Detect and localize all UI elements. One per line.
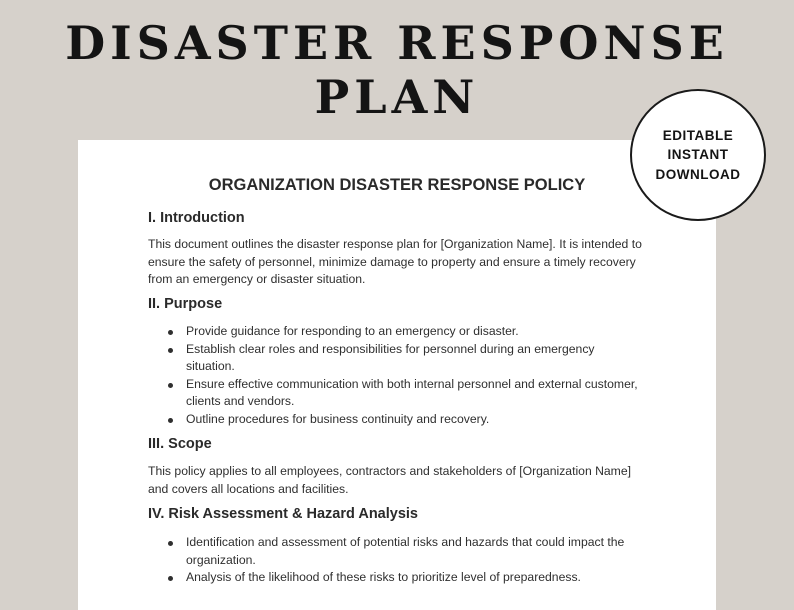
list-item-text: Establish clear roles and responsibilities for personnel during an emergency situation. (186, 341, 595, 373)
bullet-icon (168, 576, 173, 581)
section-heading-scope: III. Scope (148, 436, 212, 452)
section-body-scope: This policy applies to all employees, contractors and stakeholders of [Organization Name] and covers all locations and facilities. (148, 464, 632, 496)
list-item (166, 411, 646, 429)
list-item-text: Identification and assessment of potential risks and hazards that could impact the organization. (186, 535, 625, 567)
bullet-icon (168, 348, 173, 353)
list-item-text: Outline procedures for business continuity and recovery. (186, 411, 490, 426)
list-item (166, 569, 646, 587)
risk-list (166, 534, 646, 587)
document-title: ORGANIZATION DISASTER RESPONSE POLICY (208, 176, 586, 194)
badge-line-3: DOWNLOAD (655, 166, 741, 182)
badge-line-1: EDITABLE (662, 127, 734, 143)
section-heading-purpose: II. Purpose (148, 296, 223, 312)
list-item (166, 323, 646, 341)
list-item-text: Provide guidance for responding to an emergency or disaster. (186, 324, 519, 338)
section-body-introduction: This document outlines the disaster response plan for [Organization Name]. It is intended to ensure the safety of personnel, minimize damage to property and ensure a timely recovery from an emergency or disaster situation. (148, 237, 642, 286)
section-heading-introduction: I. Introduction (148, 210, 245, 226)
list-item-text: Ensure effective communication with both internal personnel and external customer, clients and vendors. (186, 376, 638, 408)
section-heading-risk: IV. Risk Assessment & Hazard Analysis (148, 506, 418, 522)
badge-line-2: INSTANT (667, 147, 729, 163)
list-item (166, 534, 646, 569)
list-item (166, 341, 646, 376)
hero-title-line-1: DISASTER RESPONSE (65, 16, 729, 70)
hero-title-line-2: PLAN (314, 70, 480, 124)
purpose-list (166, 323, 646, 428)
list-item-text: Analysis of the likelihood of these risks to prioritize level of preparedness. (186, 570, 581, 584)
bullet-icon (168, 541, 173, 546)
document-page (78, 140, 716, 610)
bullet-icon (168, 383, 173, 388)
list-item (166, 376, 646, 411)
bullet-icon (168, 418, 173, 423)
bullet-icon (168, 330, 173, 335)
download-badge (630, 89, 766, 221)
